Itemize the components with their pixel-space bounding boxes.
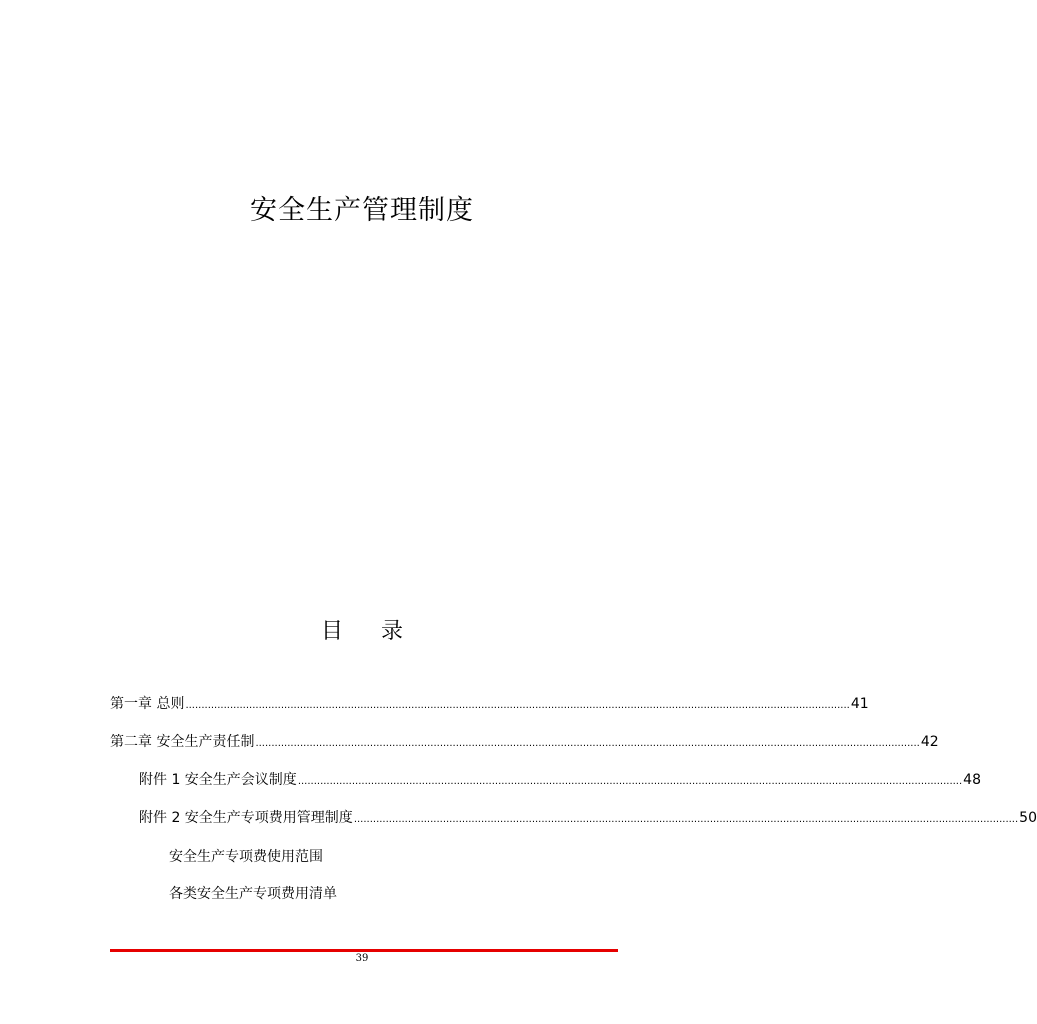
toc-entry-chapter-2[interactable] bbox=[110, 732, 939, 752]
toc-entry-page: 48 bbox=[963, 772, 981, 788]
toc-leader: ................................................................................................................................................................................................................. bbox=[297, 776, 963, 787]
toc-leader: ................................................................................................................................................................................................................. bbox=[185, 700, 850, 711]
toc-sub-item-list[interactable]: 各类安全生产专项费用清单 bbox=[169, 886, 337, 902]
toc-sub-item-scope[interactable]: 安全生产专项费使用范围 bbox=[169, 849, 323, 865]
toc-entry-appendix-2[interactable] bbox=[139, 808, 1037, 828]
toc-leader: ................................................................................................................................................................................................................. bbox=[353, 814, 1019, 825]
toc-heading-right: 录 bbox=[381, 619, 404, 644]
toc-entry-label: 第一章 总则 bbox=[110, 696, 185, 712]
document-title: 安全生产管理制度 bbox=[250, 195, 474, 226]
footer-red-rule bbox=[110, 949, 618, 952]
toc-entry-page: 41 bbox=[850, 696, 869, 712]
page-number: 39 bbox=[355, 953, 369, 964]
toc-entry-page: 42 bbox=[920, 734, 939, 750]
toc-entry-label: 附件 1 安全生产会议制度 bbox=[139, 772, 297, 788]
toc-entry-label: 附件 2 安全生产专项费用管理制度 bbox=[139, 810, 353, 826]
toc-entry-appendix-1[interactable] bbox=[139, 770, 981, 790]
toc-entry-label: 第二章 安全生产责任制 bbox=[110, 734, 255, 750]
toc-heading-left: 目 bbox=[320, 619, 343, 644]
toc-entry-page: 50 bbox=[1019, 810, 1037, 826]
toc-entry-chapter-1[interactable] bbox=[110, 694, 869, 714]
toc-heading bbox=[0, 614, 724, 645]
toc-leader: ................................................................................................................................................................................................................. bbox=[255, 738, 920, 749]
